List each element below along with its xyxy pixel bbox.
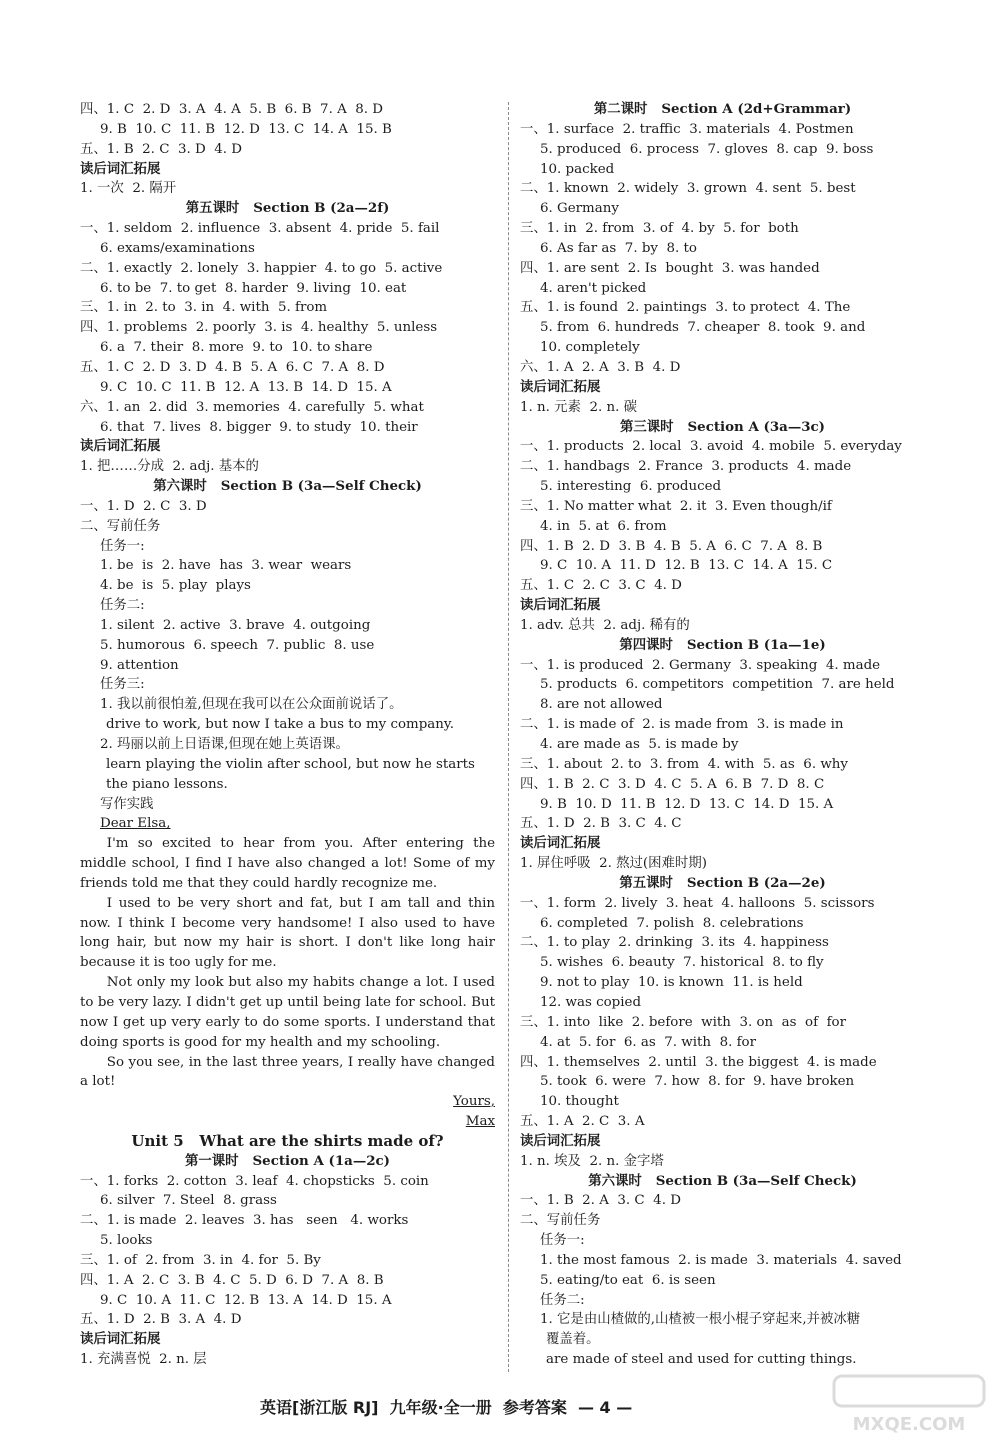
answer-line: 二、写前任务: [80, 518, 161, 534]
watermark-text: MXQE.COM: [852, 1414, 966, 1435]
left-column: [80, 100, 495, 1370]
vocab-heading: 读后词汇拓展: [80, 438, 161, 455]
watermark-logo: [830, 1372, 990, 1438]
answer-line: 四、1. are sent 2. Is bought 3. was handed: [520, 260, 820, 276]
answer-line: 1. adv. 总共 2. adj. 稀有的: [520, 617, 690, 633]
answer-line: 6. silver 7. Steel 8. grass: [100, 1193, 277, 1209]
answer-line: 5. looks: [100, 1233, 153, 1249]
answer-line: 2. 玛丽以前上日语课,但现在她上英语课。: [100, 737, 349, 752]
lesson-heading: 第五课时 Section B (2a—2f): [185, 200, 390, 217]
answer-line: 三、1. in 2. to 3. in 4. with 5. from: [80, 300, 328, 316]
answer-line: 5. produced 6. process 7. gloves 8. cap 9. boss: [540, 141, 874, 157]
answer-line: 5. wishes 6. beauty 7. historical 8. to fly: [540, 955, 824, 971]
answer-line: 五、1. C 2. C 3. C 4. D: [520, 578, 682, 594]
letter-paragraph: So you see, in the last three years, I really have changed a lot!: [80, 1054, 495, 1090]
answer-line: 5. interesting 6. produced: [540, 479, 722, 495]
vocab-heading: 读后词汇拓展: [80, 1331, 161, 1348]
answer-line: 写作实践: [100, 796, 154, 812]
answer-line: 任务一:: [540, 1233, 585, 1249]
answer-line: 一、1. is produced 2. Germany 3. speaking 4. made: [520, 657, 881, 673]
lesson-heading: 第二课时 Section A (2d+Grammar): [593, 101, 852, 117]
answer-line: 10. packed: [540, 161, 615, 177]
answer-line: 9. C 10. A 11. D 12. B 13. C 14. A 15. C: [540, 558, 833, 574]
lesson-heading: 第五课时 Section B (2a—2e): [619, 874, 826, 891]
answer-line: 1. be is 2. have has 3. wear wears: [100, 558, 352, 574]
answer-line: 三、1. in 2. from 3. of 4. by 5. for both: [520, 221, 799, 237]
answer-line: 任务二:: [540, 1292, 585, 1308]
answer-line: 1. 充满喜悦 2. n. 层: [80, 1352, 207, 1368]
answer-line: 10. completely: [540, 340, 640, 356]
answer-line: drive to work, but now I take a bus to my company.: [106, 717, 454, 733]
answer-line: 四、1. A 2. C 3. B 4. C 5. D 6. D 7. A 8. B: [80, 1272, 384, 1288]
answer-line: 5. eating/to eat 6. is seen: [540, 1272, 716, 1288]
answer-line: are made of steel and used for cutting things.: [546, 1352, 857, 1368]
vocab-heading: 读后词汇拓展: [520, 378, 601, 395]
column-divider: [508, 102, 509, 1372]
answer-line: 四、1. B 2. D 3. B 4. B 5. A 6. C 7. A 8. B: [520, 538, 823, 554]
answer-line: 四、1. B 2. C 3. D 4. C 5. A 6. B 7. D 8. C: [520, 776, 825, 792]
unit-title: Unit 5 What are the shirts made of?: [131, 1131, 444, 1150]
answer-line: 一、1. seldom 2. influence 3. absent 4. pride 5. fail: [80, 221, 440, 237]
answer-line: 二、1. handbags 2. France 3. products 4. made: [520, 459, 852, 475]
answer-line: 任务三:: [100, 677, 145, 693]
answer-line: 4. in 5. at 6. from: [540, 518, 667, 534]
lesson-heading: 第一课时 Section A (1a—2c): [184, 1152, 391, 1169]
answer-line: 9. not to play 10. is known 11. is held: [540, 975, 803, 991]
page-footer: 英语[浙江版 RJ] 九年级·全一册 参考答案 — 4 —: [260, 1398, 633, 1417]
answer-line: 三、1. about 2. to 3. from 4. with 5. as 6. why: [520, 756, 848, 772]
answer-line: 五、1. C 2. D 3. D 4. B 5. A 6. C 7. A 8. D: [80, 359, 385, 375]
answer-line: 1. 它是由山楂做的,山楂被一根小棍子穿起来,并被冰糖: [540, 1312, 861, 1328]
answer-line: 一、1. D 2. C 3. D: [80, 498, 207, 514]
answer-line: Max: [465, 1114, 495, 1130]
answer-line: 1. silent 2. active 3. brave 4. outgoing: [100, 617, 371, 633]
answer-line: 二、1. exactly 2. lonely 3. happier 4. to go 5. active: [80, 260, 443, 276]
answer-line: 一、1. forks 2. cotton 3. leaf 4. chopsticks 5. coin: [80, 1173, 429, 1189]
answer-line: 一、1. form 2. lively 3. heat 4. halloons 5. scissors: [520, 895, 875, 911]
right-column: [520, 100, 925, 1370]
answer-line: 9. B 10. D 11. B 12. D 13. C 14. D 15. A: [540, 796, 834, 812]
answer-line: 9. B 10. C 11. B 12. D 13. C 14. A 15. B: [100, 121, 392, 137]
answer-line: 任务二:: [100, 598, 145, 614]
answer-line: 6. that 7. lives 8. bigger 9. to study 10. their: [100, 419, 418, 435]
answer-line: 二、1. known 2. widely 3. grown 4. sent 5. best: [520, 181, 856, 197]
answer-line: 4. at 5. for 6. as 7. with 8. for: [540, 1034, 757, 1050]
answer-line: 二、1. to play 2. drinking 3. its 4. happiness: [520, 935, 829, 951]
answer-line: Dear Elsa,: [100, 816, 171, 832]
answer-line: 4. are made as 5. is made by: [540, 737, 739, 752]
answer-line: 二、1. is made 2. leaves 3. has seen 4. works: [80, 1213, 409, 1229]
answer-line: 二、写前任务: [520, 1213, 601, 1229]
answer-line: 6. Germany: [540, 201, 619, 217]
answer-line: 5. humorous 6. speech 7. public 8. use: [100, 637, 375, 653]
answer-line: 1. n. 元素 2. n. 碳: [520, 399, 638, 415]
answer-line: 1. 把……分成 2. adj. 基本的: [80, 459, 259, 475]
answer-line: 任务一:: [100, 538, 145, 554]
vocab-heading: 读后词汇拓展: [80, 160, 161, 177]
answer-line: 四、1. C 2. D 3. A 4. A 5. B 6. B 7. A 8. D: [80, 102, 384, 117]
answer-line: 1. n. 埃及 2. n. 金字塔: [520, 1153, 664, 1169]
answer-line: 六、1. A 2. A 3. B 4. D: [520, 359, 681, 375]
answer-line: 六、1. an 2. did 3. memories 4. carefully 5. what: [80, 399, 424, 415]
lesson-heading: 第六课时 Section B (3a—Self Check): [153, 478, 422, 495]
lesson-heading: 第四课时 Section B (1a—1e): [619, 636, 826, 653]
answer-line: 9. attention: [100, 657, 179, 673]
answer-line: 6. a 7. their 8. more 9. to 10. to share: [100, 340, 373, 356]
answer-line: 覆盖着。: [546, 1332, 600, 1348]
vocab-heading: 读后词汇拓展: [520, 597, 601, 614]
answer-line: 五、1. D 2. B 3. A 4. D: [80, 1312, 242, 1328]
vocab-heading: 读后词汇拓展: [520, 1132, 601, 1149]
letter-paragraph: Not only my look but also my habits change a lot. I used to be very lazy. I didn't get up until being late for school. But now I get up very early to do some sports. I understand that doing sports is good for my health and my schooling.: [80, 975, 495, 1050]
answer-line: 五、1. D 2. B 3. C 4. C: [520, 816, 682, 832]
answer-line: 5. from 6. hundreds 7. cheaper 8. took 9. and: [540, 320, 866, 336]
answer-line: Yours,: [453, 1094, 495, 1110]
letter-paragraph: I used to be very short and fat, but I am tall and thin now. I think I become very handsome! I also used to have long hair, but now my hair is short. I don't like long hair because it is too ugly for me.: [80, 895, 495, 971]
answer-line: 6. As far as 7. by 8. to: [540, 240, 697, 256]
answer-line: 4. be is 5. play plays: [100, 578, 251, 594]
answer-line: learn playing the violin after school, but now he starts: [106, 756, 475, 772]
answer-line: 6. completed 7. polish 8. celebrations: [540, 915, 804, 931]
answer-line: 一、1. B 2. A 3. C 4. D: [520, 1193, 681, 1209]
answer-line: the piano lessons.: [106, 776, 228, 792]
answer-line: 9. C 10. C 11. B 12. A 13. B 14. D 15. A: [100, 379, 392, 395]
answer-line: 一、1. surface 2. traffic 3. materials 4. Postmen: [520, 121, 854, 137]
lesson-heading: 第六课时 Section B (3a—Self Check): [588, 1172, 857, 1189]
answer-line: 五、1. B 2. C 3. D 4. D: [80, 141, 243, 157]
lesson-heading: 第三课时 Section A (3a—3c): [619, 418, 826, 435]
answer-line: 1. 一次 2. 隔开: [80, 181, 177, 197]
answer-line: 四、1. problems 2. poorly 3. is 4. healthy 5. unless: [80, 320, 438, 336]
answer-line: 8. are not allowed: [540, 697, 663, 713]
answer-line: 1. 我以前很怕羞,但现在我可以在公众面前说话了。: [100, 697, 403, 713]
answer-line: 三、1. into like 2. before with 3. on as of for: [520, 1014, 846, 1030]
answer-line: 五、1. is found 2. paintings 3. to protect 4. The: [520, 300, 851, 316]
answer-line: 一、1. products 2. local 3. avoid 4. mobile 5. everyday: [520, 439, 902, 455]
answer-line: 5. took 6. were 7. how 8. for 9. have broken: [540, 1074, 855, 1090]
answer-line: 5. products 6. competitors competition 7. are held: [540, 677, 895, 693]
letter-paragraph: I'm so excited to hear from you. After entering the middle school, I find I have also changed a lot! Some of my friends told me that they could hardly recognize me.: [80, 836, 495, 891]
answer-line: 9. C 10. A 11. C 12. B 13. A 14. D 15. A: [100, 1292, 392, 1308]
answer-line: 6. exams/examinations: [100, 240, 255, 256]
answer-line: 12. was copied: [540, 994, 642, 1010]
answer-line: 1. 屏住呼吸 2. 熬过(困难时期): [520, 856, 707, 872]
answer-line: 1. the most famous 2. is made 3. materials 4. saved: [540, 1252, 902, 1268]
answer-line: 6. to be 7. to get 8. harder 9. living 10. eat: [100, 280, 407, 296]
answer-line: 二、1. is made of 2. is made from 3. is made in: [520, 717, 844, 733]
answer-line: 三、1. No matter what 2. it 3. Even though/if: [520, 498, 832, 514]
answer-line: 三、1. of 2. from 3. in 4. for 5. By: [80, 1252, 321, 1268]
answer-line: 4. aren't picked: [540, 280, 647, 296]
vocab-heading: 读后词汇拓展: [520, 835, 601, 852]
answer-line: 10. thought: [540, 1094, 619, 1110]
answer-line: 四、1. themselves 2. until 3. the biggest 4. is made: [520, 1054, 877, 1070]
answer-line: 五、1. A 2. C 3. A: [520, 1114, 645, 1130]
